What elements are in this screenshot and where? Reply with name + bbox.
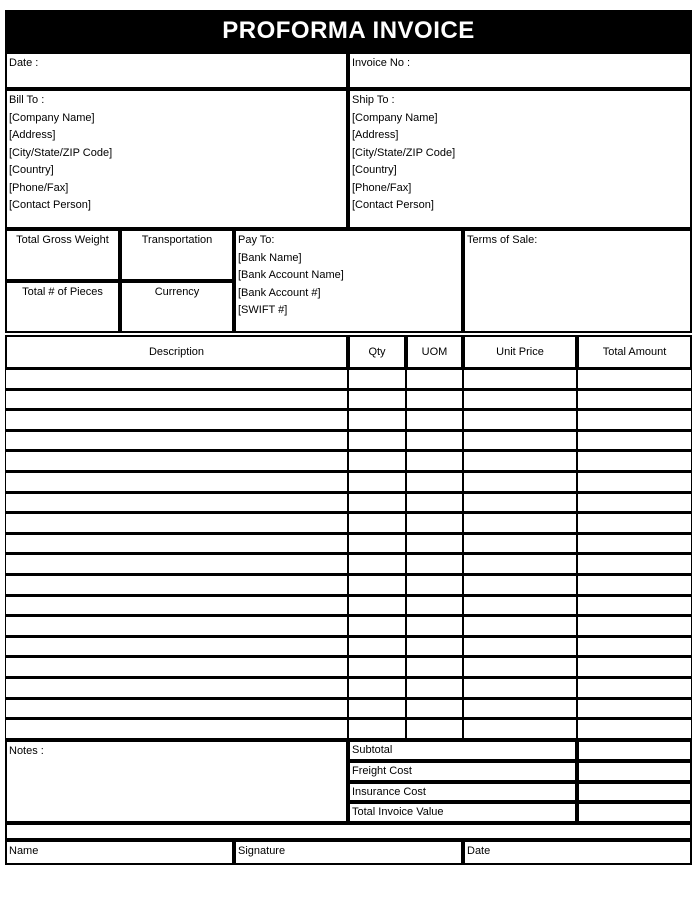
pay-to-swift: [SWIFT #] [238, 304, 288, 316]
line-item-uom-cell[interactable] [406, 410, 463, 431]
bill-to-company: [Company Name] [9, 111, 95, 124]
line-item-uom-cell[interactable] [406, 431, 463, 451]
line-item-description-cell[interactable] [5, 596, 348, 616]
line-item-description-cell[interactable] [5, 493, 348, 513]
ship-to-country: [Country] [352, 164, 397, 176]
line-item-total-amount-cell[interactable] [577, 493, 692, 513]
pay-to-account-number: [Bank Account #] [238, 286, 321, 299]
line-item-uom-cell[interactable] [406, 637, 463, 657]
date-field[interactable] [5, 52, 348, 89]
line-item-total-amount-cell[interactable] [577, 472, 692, 493]
date-label: Date : [9, 57, 39, 69]
line-item-uom-cell[interactable] [406, 493, 463, 513]
line-item-unit-price-cell[interactable] [463, 678, 577, 699]
line-item-description-cell[interactable] [5, 534, 348, 554]
line-item-description-cell[interactable] [5, 699, 348, 719]
line-item-qty-cell[interactable] [348, 431, 406, 451]
line-item-description-cell[interactable] [5, 554, 348, 575]
line-item-unit-price-cell[interactable] [463, 410, 577, 431]
currency-field[interactable] [120, 281, 234, 333]
ship-to-address: [Address] [352, 129, 399, 141]
terms-of-sale-field[interactable] [463, 229, 692, 333]
line-item-qty-cell[interactable] [348, 410, 406, 431]
total-pieces-field[interactable] [5, 281, 120, 333]
col-header-unit-price: Unit Price [463, 335, 577, 369]
bill-to-phone: [Phone/Fax] [9, 181, 69, 194]
line-item-unit-price-cell[interactable] [463, 431, 577, 451]
transportation-field[interactable] [120, 229, 234, 281]
line-item-description-cell[interactable] [5, 431, 348, 451]
line-item-unit-price-cell[interactable] [463, 390, 577, 410]
col-header-qty: Qty [348, 335, 406, 369]
line-item-total-amount-cell[interactable] [577, 719, 692, 740]
footer-date-label: Date [467, 845, 491, 857]
line-item-qty-cell[interactable] [348, 369, 406, 390]
line-item-qty-cell[interactable] [348, 616, 406, 637]
line-item-qty-cell[interactable] [348, 657, 406, 678]
line-item-uom-cell[interactable] [406, 596, 463, 616]
line-item-total-amount-cell[interactable] [577, 390, 692, 410]
invoice-no-field[interactable] [348, 52, 692, 89]
total-invoice-value-value[interactable] [577, 802, 692, 823]
line-item-total-amount-cell[interactable] [577, 554, 692, 575]
bill-to-contact: [Contact Person] [9, 199, 91, 211]
line-item-total-amount-cell[interactable] [577, 575, 692, 596]
insurance-cost-label: Insurance Cost [348, 782, 577, 802]
line-item-qty-cell[interactable] [348, 554, 406, 575]
col-header-description: Description [5, 335, 348, 369]
line-item-description-cell[interactable] [5, 451, 348, 472]
line-item-qty-cell[interactable] [348, 534, 406, 554]
line-item-description-cell[interactable] [5, 657, 348, 678]
line-item-uom-cell[interactable] [406, 554, 463, 575]
ship-to-company: [Company Name] [352, 111, 438, 124]
line-item-qty-cell[interactable] [348, 719, 406, 740]
line-item-total-amount-cell[interactable] [577, 657, 692, 678]
line-item-unit-price-cell[interactable] [463, 493, 577, 513]
line-item-total-amount-cell[interactable] [577, 678, 692, 699]
pay-to-account-name: [Bank Account Name] [238, 269, 344, 281]
signature-label: Signature [238, 845, 286, 857]
line-item-description-cell[interactable] [5, 472, 348, 493]
bill-to-section[interactable] [5, 89, 348, 229]
line-item-description-cell[interactable] [5, 719, 348, 740]
total-gross-weight-label: Total Gross Weight [16, 234, 109, 246]
subtotal-label: Subtotal [348, 740, 577, 761]
line-item-qty-cell[interactable] [348, 678, 406, 699]
line-item-unit-price-cell[interactable] [463, 596, 577, 616]
bill-to-city: [City/State/ZIP Code] [9, 146, 113, 159]
insurance-cost-value[interactable] [577, 782, 692, 802]
bill-to-label: Bill To : [9, 94, 45, 106]
freight-cost-value[interactable] [577, 761, 692, 782]
line-item-uom-cell[interactable] [406, 678, 463, 699]
line-item-unit-price-cell[interactable] [463, 637, 577, 657]
line-item-qty-cell[interactable] [348, 699, 406, 719]
col-header-uom: UOM [406, 335, 463, 369]
line-item-unit-price-cell[interactable] [463, 699, 577, 719]
transportation-label: Transportation [141, 234, 213, 246]
line-item-description-cell[interactable] [5, 513, 348, 534]
notes-label: Notes : [9, 745, 44, 757]
line-item-uom-cell[interactable] [406, 534, 463, 554]
line-item-qty-cell[interactable] [348, 513, 406, 534]
bill-to-country: [Country] [9, 164, 54, 176]
line-item-unit-price-cell[interactable] [463, 575, 577, 596]
line-item-qty-cell[interactable] [348, 451, 406, 472]
total-pieces-label: Total # of Pieces [22, 286, 103, 298]
line-item-unit-price-cell[interactable] [463, 451, 577, 472]
name-field[interactable] [5, 840, 234, 865]
terms-of-sale-text: Terms of Sale: [467, 234, 538, 246]
col-header-total-amount: Total Amount [577, 335, 692, 369]
line-item-total-amount-cell[interactable] [577, 513, 692, 534]
pay-to-bank-name: [Bank Name] [238, 251, 302, 264]
ship-to-phone: [Phone/Fax] [352, 181, 412, 194]
notes-field[interactable] [5, 740, 348, 823]
line-item-description-cell[interactable] [5, 678, 348, 699]
line-item-uom-cell[interactable] [406, 451, 463, 472]
ship-to-contact: [Contact Person] [352, 199, 434, 211]
line-item-uom-cell[interactable] [406, 616, 463, 637]
name-label: Name [9, 845, 39, 857]
line-item-uom-cell[interactable] [406, 657, 463, 678]
freight-cost-label: Freight Cost [348, 761, 577, 782]
line-item-qty-cell[interactable] [348, 493, 406, 513]
line-item-description-cell[interactable] [5, 410, 348, 431]
line-item-qty-cell[interactable] [348, 637, 406, 657]
line-item-uom-cell[interactable] [406, 390, 463, 410]
line-item-qty-cell[interactable] [348, 575, 406, 596]
currency-label: Currency [154, 286, 200, 298]
line-item-unit-price-cell[interactable] [463, 369, 577, 390]
total-gross-weight-field[interactable] [5, 229, 120, 281]
line-item-unit-price-cell[interactable] [463, 657, 577, 678]
line-item-uom-cell[interactable] [406, 699, 463, 719]
subtotal-value[interactable] [577, 740, 692, 761]
line-item-uom-cell[interactable] [406, 575, 463, 596]
line-item-total-amount-cell[interactable] [577, 431, 692, 451]
line-item-total-amount-cell[interactable] [577, 637, 692, 657]
line-item-qty-cell[interactable] [348, 472, 406, 493]
pay-to-label: Pay To: [238, 234, 275, 246]
line-item-total-amount-cell[interactable] [577, 596, 692, 616]
pay-to-section[interactable] [234, 229, 463, 333]
total-invoice-value-label: Total Invoice Value [348, 802, 577, 823]
line-item-total-amount-cell[interactable] [577, 616, 692, 637]
line-item-description-cell[interactable] [5, 616, 348, 637]
line-item-description-cell[interactable] [5, 637, 348, 657]
line-item-unit-price-cell[interactable] [463, 513, 577, 534]
line-item-total-amount-cell[interactable] [577, 699, 692, 719]
line-item-qty-cell[interactable] [348, 596, 406, 616]
ship-to-label: Ship To : [352, 94, 395, 106]
ship-to-section[interactable] [348, 89, 692, 229]
line-item-qty-cell[interactable] [348, 390, 406, 410]
signature-field[interactable] [234, 840, 463, 865]
invoice-no-label: Invoice No : [352, 57, 411, 69]
invoice-title: PROFORMA INVOICE [5, 10, 692, 52]
line-item-unit-price-cell[interactable] [463, 554, 577, 575]
line-item-total-amount-cell[interactable] [577, 410, 692, 431]
bill-to-address: [Address] [9, 129, 56, 141]
line-item-unit-price-cell[interactable] [463, 719, 577, 740]
line-item-unit-price-cell[interactable] [463, 472, 577, 493]
line-item-description-cell[interactable] [5, 390, 348, 410]
spacer-row [5, 823, 692, 840]
line-item-uom-cell[interactable] [406, 472, 463, 493]
line-item-uom-cell[interactable] [406, 719, 463, 740]
line-item-uom-cell[interactable] [406, 513, 463, 534]
line-item-total-amount-cell[interactable] [577, 369, 692, 390]
footer-date-field[interactable] [463, 840, 692, 865]
line-item-description-cell[interactable] [5, 575, 348, 596]
ship-to-city: [City/State/ZIP Code] [352, 146, 456, 159]
line-item-unit-price-cell[interactable] [463, 616, 577, 637]
line-item-description-cell[interactable] [5, 369, 348, 390]
line-item-total-amount-cell[interactable] [577, 534, 692, 554]
line-item-unit-price-cell[interactable] [463, 534, 577, 554]
line-item-total-amount-cell[interactable] [577, 451, 692, 472]
line-item-uom-cell[interactable] [406, 369, 463, 390]
